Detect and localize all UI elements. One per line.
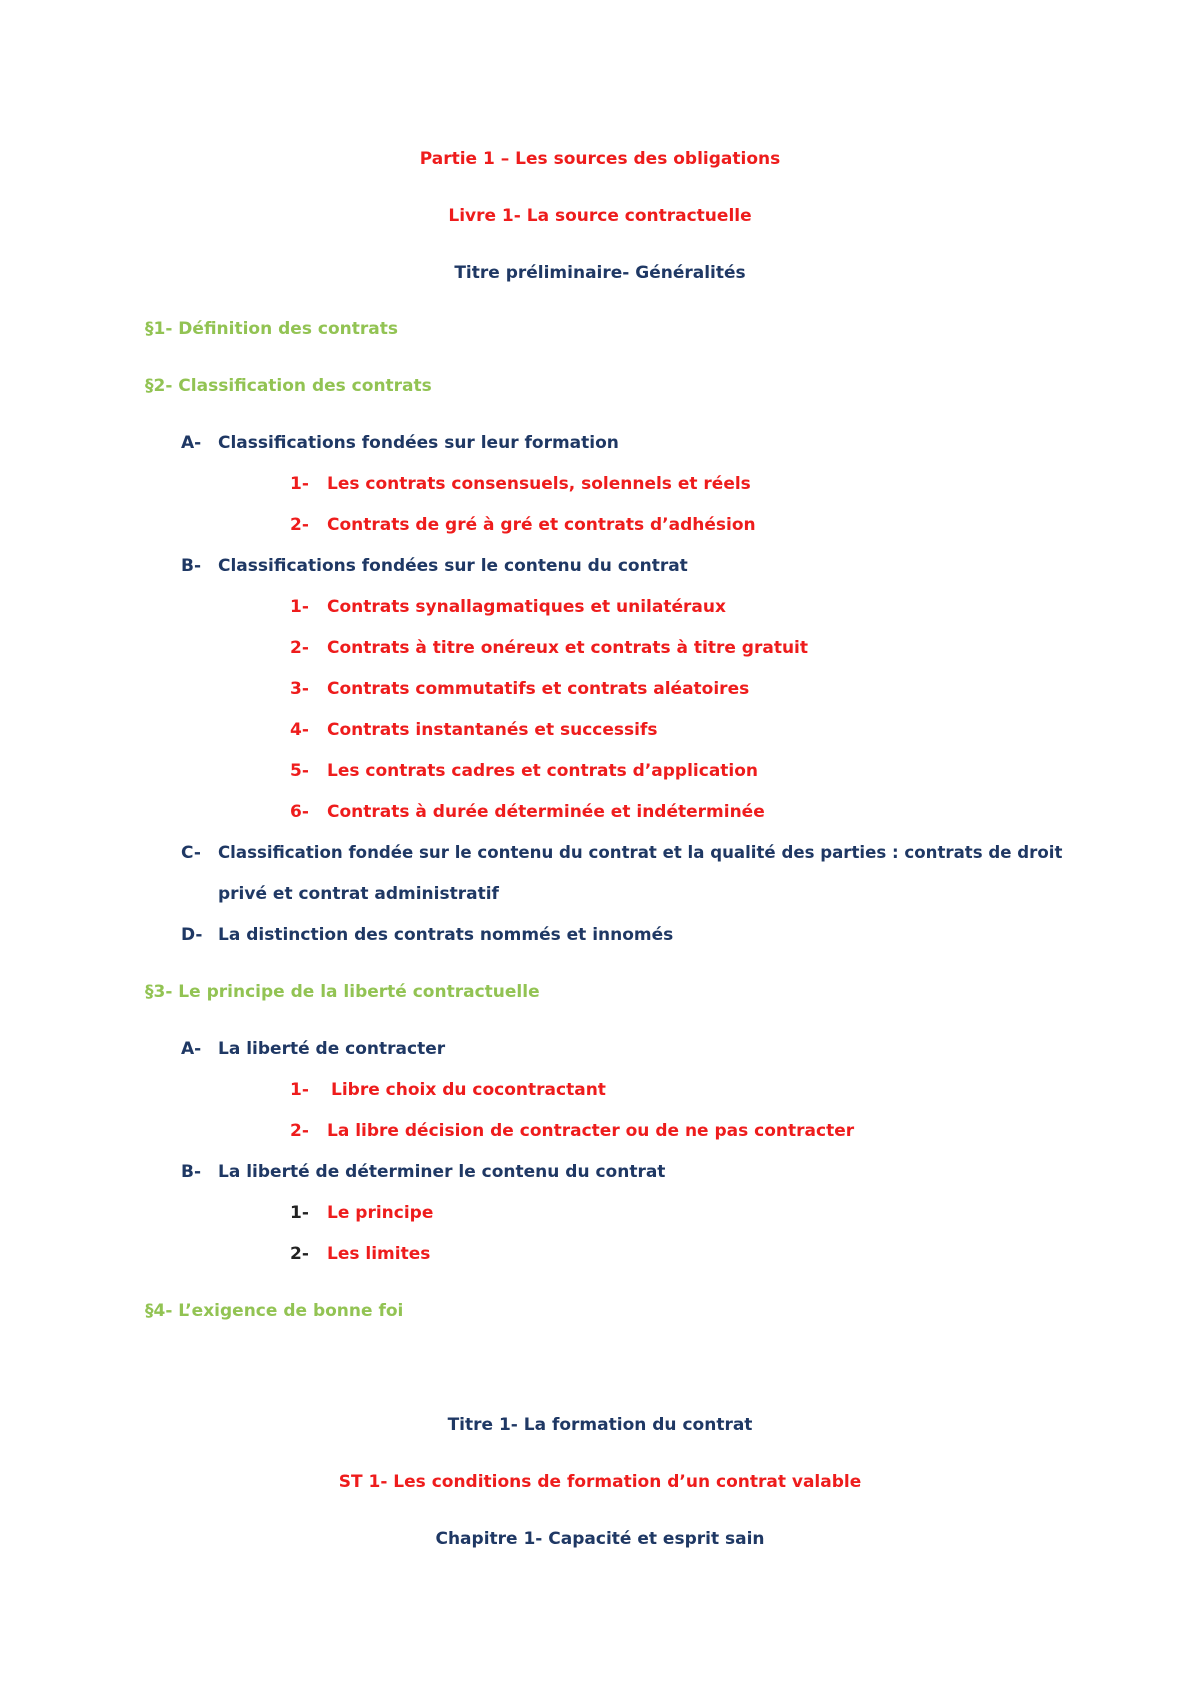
outline-item: La distinction des contrats nommés et innomés: [218, 925, 674, 945]
outline-item: La libre décision de contracter ou de ne pas contracter: [327, 1121, 855, 1141]
outline-marker: 2-: [290, 1244, 309, 1264]
outline-item: Libre choix du cocontractant: [331, 1080, 606, 1100]
outline-marker: 2-: [290, 1121, 309, 1141]
outline-item: Contrats de gré à gré et contrats d’adhésion: [327, 515, 756, 535]
section-heading-1: §1- Définition des contrats: [145, 319, 398, 339]
outline-item: La liberté de déterminer le contenu du contrat: [218, 1162, 666, 1182]
outline-marker: B-: [181, 1162, 202, 1182]
outline-item: La liberté de contracter: [218, 1039, 446, 1059]
outline-marker: D-: [181, 925, 203, 945]
outline-marker: 1-: [290, 474, 309, 494]
outline-item: Contrats synallagmatiques et unilatéraux: [327, 597, 726, 617]
part-heading: Partie 1 – Les sources des obligations: [419, 149, 781, 169]
outline-marker: 2-: [290, 515, 309, 535]
outline-marker: 3-: [290, 679, 309, 699]
chapter-heading: Chapitre 1- Capacité et esprit sain: [435, 1529, 765, 1549]
book-heading: Livre 1- La source contractuelle: [448, 206, 752, 226]
outline-item: Les contrats consensuels, solennels et réels: [327, 474, 751, 494]
outline-item: Contrats à titre onéreux et contrats à titre gratuit: [327, 638, 809, 658]
outline-marker: 1-: [290, 1080, 309, 1100]
outline-item: Classifications fondées sur le contenu du contrat: [218, 556, 688, 576]
outline-item: Contrats à durée déterminée et indéterminée: [327, 802, 765, 822]
outline-item: Contrats commutatifs et contrats aléatoires: [327, 679, 750, 699]
outline-marker: B-: [181, 556, 202, 576]
outline-marker: C-: [181, 843, 201, 863]
outline-marker: 4-: [290, 720, 309, 740]
outline-marker: 2-: [290, 638, 309, 658]
outline-marker: 5-: [290, 761, 309, 781]
outline-item: Contrats instantanés et successifs: [327, 720, 658, 740]
outline-item: Les limites: [327, 1244, 431, 1264]
section-heading-3: §3- Le principe de la liberté contractuelle: [145, 982, 540, 1002]
outline-marker: A-: [181, 433, 202, 453]
outline-marker: 1-: [290, 597, 309, 617]
section-heading-2: §2- Classification des contrats: [145, 376, 432, 396]
outline-marker: A-: [181, 1039, 202, 1059]
subtitle-heading: ST 1- Les conditions de formation d’un contrat valable: [338, 1472, 862, 1492]
outline-item-continuation: privé et contrat administratif: [218, 884, 499, 904]
outline-item: Les contrats cadres et contrats d’application: [327, 761, 759, 781]
preliminary-title-heading: Titre préliminaire- Généralités: [454, 263, 746, 283]
outline-item: Classification fondée sur le contenu du contrat et la qualité des parties : contrats de droit: [218, 843, 1063, 862]
title-heading: Titre 1- La formation du contrat: [447, 1415, 753, 1435]
outline-marker: 1-: [290, 1203, 309, 1223]
outline-marker: 6-: [290, 802, 309, 822]
outline-item: Le principe: [327, 1203, 434, 1223]
outline-item: Classifications fondées sur leur formation: [218, 433, 619, 453]
section-heading-4: §4- L’exigence de bonne foi: [145, 1301, 404, 1321]
